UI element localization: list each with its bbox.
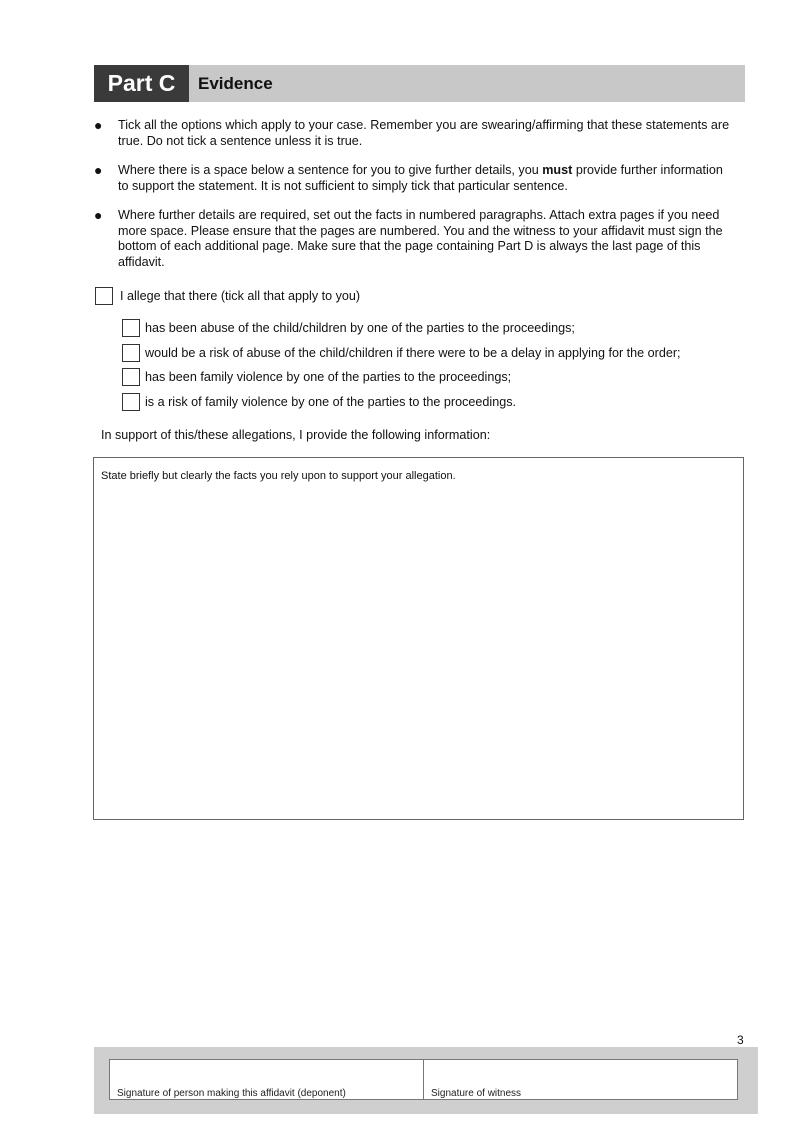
option-checkbox[interactable]: [122, 393, 140, 411]
option-label: has been family violence by one of the parties to the proceedings;: [145, 370, 512, 385]
option-label: is a risk of family violence by one of the parties to the proceedings.: [145, 394, 517, 409]
option-label: has been abuse of the child/children by one of the parties to the proceedings;: [145, 321, 575, 336]
page-number: 3: [737, 1033, 744, 1047]
instructions-list: [94, 118, 734, 284]
facts-prompt: State briefly but clearly the facts you rely upon to support your allegation.: [101, 470, 456, 482]
allegation-options: [122, 316, 681, 414]
allegation-main-row: [95, 287, 360, 305]
bullet-icon: ●: [94, 117, 103, 133]
facts-box: [93, 457, 744, 820]
allegation-option-abuse: [122, 316, 681, 341]
witness-signature-label: Signature of witness: [431, 1088, 522, 1099]
instruction-item: ● Tick all the options which apply to your case. Remember you are swearing/affirming that these statements are true. Do not tick a sentence unless it is true.: [94, 117, 730, 148]
section-header: [94, 65, 745, 102]
deponent-signature-label: Signature of person making this affidavit (deponent): [117, 1088, 346, 1099]
signature-band: [94, 1047, 758, 1114]
allegation-option-risk-family-violence: [122, 390, 681, 415]
option-checkbox[interactable]: [122, 319, 140, 337]
instruction-item: ● Where further details are required, set out the facts in numbered paragraphs. Attach extra pages if you need more space. Please ensure that the pages are numbered. You and the witness to your affidavit must sign the bottom of each additional page. Make sure that the page containing Part D is always the last page of this affidavit.: [94, 207, 723, 269]
support-text: In support of this/these allegations, I provide the following information:: [101, 428, 491, 442]
option-checkbox[interactable]: [122, 368, 140, 386]
allegation-label: I allege that there (tick all that apply to you): [120, 289, 361, 303]
instruction-item: ● Where there is a space below a sentence for you to give further details, you must provide further information to support the statement. It is not sufficient to simply tick that particular sentence.: [94, 162, 723, 193]
option-checkbox[interactable]: [122, 344, 140, 362]
allegation-option-risk-abuse: [122, 341, 681, 366]
option-label: would be a risk of abuse of the child/children if there were to be a delay in applying for the order;: [145, 345, 681, 360]
witness-signature-field[interactable]: [423, 1060, 737, 1099]
signature-table: [109, 1059, 738, 1100]
facts-input[interactable]: [100, 490, 737, 813]
section-title: Evidence: [198, 74, 273, 93]
part-label: Part C: [94, 65, 189, 102]
allegation-option-family-violence: [122, 365, 681, 390]
allegation-checkbox[interactable]: [95, 287, 113, 305]
deponent-signature-field[interactable]: [110, 1060, 423, 1099]
bullet-icon: ●: [94, 162, 103, 178]
bullet-icon: ●: [94, 207, 103, 223]
